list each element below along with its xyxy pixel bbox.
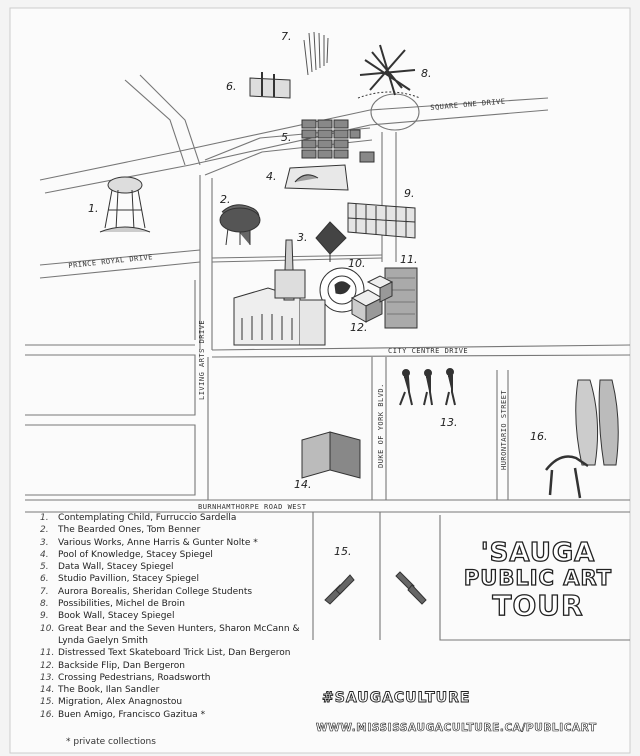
tour-title: [448, 540, 628, 621]
legend-item: 12. Backside Flip, Dan Bergeron: [40, 660, 185, 671]
marker-16: 16.: [530, 430, 548, 443]
marker-15: 15.: [334, 545, 352, 558]
legend-item: 14. The Book, Ilan Sandler: [40, 685, 160, 696]
road-label-city-centre-drive: CITY CENTRE DRIVE: [388, 347, 469, 355]
legend-item: 3. Various Works, Anne Harris & Gunter Nolte *: [40, 537, 258, 548]
artwork-legend: [40, 512, 310, 721]
legend-item: 9. Book Wall, Stacey Spiegel: [40, 611, 175, 622]
marker-6: 6.: [226, 80, 237, 93]
marker-2: 2.: [220, 193, 231, 206]
marker-9: 9.: [404, 187, 415, 200]
road-label-hurontario-street: HURONTARIO STREET: [500, 389, 508, 470]
title-line-1: 'SAUGA: [480, 538, 596, 568]
marker-13: 13.: [440, 416, 458, 429]
book-wall-artwork: [348, 203, 415, 238]
marker-4: 4.: [266, 170, 277, 183]
legend-item: 13. Crossing Pedestrians, Roadsworth: [40, 672, 211, 683]
road-label-burnhamthorpe-road-west: BURNHAMTHORPE ROAD WEST: [198, 503, 307, 511]
marker-3: 3.: [297, 231, 308, 244]
marker-12: 12.: [350, 321, 368, 334]
road-label-living-arts-drive: LIVING ARTS DRIVE: [198, 319, 206, 400]
marker-1: 1.: [88, 202, 99, 215]
marker-10: 10.: [348, 257, 366, 270]
legend-item: 15. Migration, Alex Anagnostou: [40, 697, 183, 708]
road-label-prince-royal-drive: PRINCE ROYAL DRIVE: [68, 253, 154, 270]
marker-8: 8.: [421, 67, 432, 80]
distressed-text-artwork: [385, 268, 417, 328]
marker-7: 7.: [281, 30, 292, 43]
road-label-duke-of-york-blvd: DUKE OF YORK BLVD.: [377, 383, 385, 468]
pool-of-knowledge-artwork: [285, 165, 348, 190]
legend-item: 16. Buen Amigo, Francisco Gazitua *: [40, 709, 206, 720]
legend-item: 2. The Bearded Ones, Tom Benner: [40, 525, 201, 536]
legend-item: 6. Studio Pavillion, Stacey Spiegel: [40, 574, 199, 585]
marker-14: 14.: [294, 478, 312, 491]
hashtag: #SAUGACULTURE: [322, 690, 471, 706]
legend-item: 8. Possibilities, Michel de Broin: [40, 599, 185, 610]
private-collections-note: * private collections: [66, 737, 156, 747]
marker-11: 11.: [400, 253, 418, 266]
legend-item: 1. Contemplating Child, Furruccio Sardella: [40, 513, 237, 523]
title-line-3: TOUR: [492, 589, 584, 623]
legend-item: 7. Aurora Borealis, Sheridan College Students: [40, 586, 253, 597]
legend-item: 4. Pool of Knowledge, Stacey Spiegel: [40, 549, 213, 560]
road-label-square-one-drive: SQUARE ONE DRIVE: [430, 97, 506, 112]
website-url[interactable]: WWW.MISSISSAUGACULTURE.CA/PUBLICART: [316, 722, 597, 734]
marker-5: 5.: [281, 131, 292, 144]
legend-item: 5. Data Wall, Stacey Spiegel: [40, 562, 174, 573]
legend-item: 10. Great Bear and the Seven Hunters, Sharon McCann & Lynda Gaelyn Smith: [40, 623, 300, 646]
title-line-2: PUBLIC ART: [463, 566, 613, 591]
legend-item: 11. Distressed Text Skateboard Trick List, Dan Bergeron: [40, 648, 291, 659]
